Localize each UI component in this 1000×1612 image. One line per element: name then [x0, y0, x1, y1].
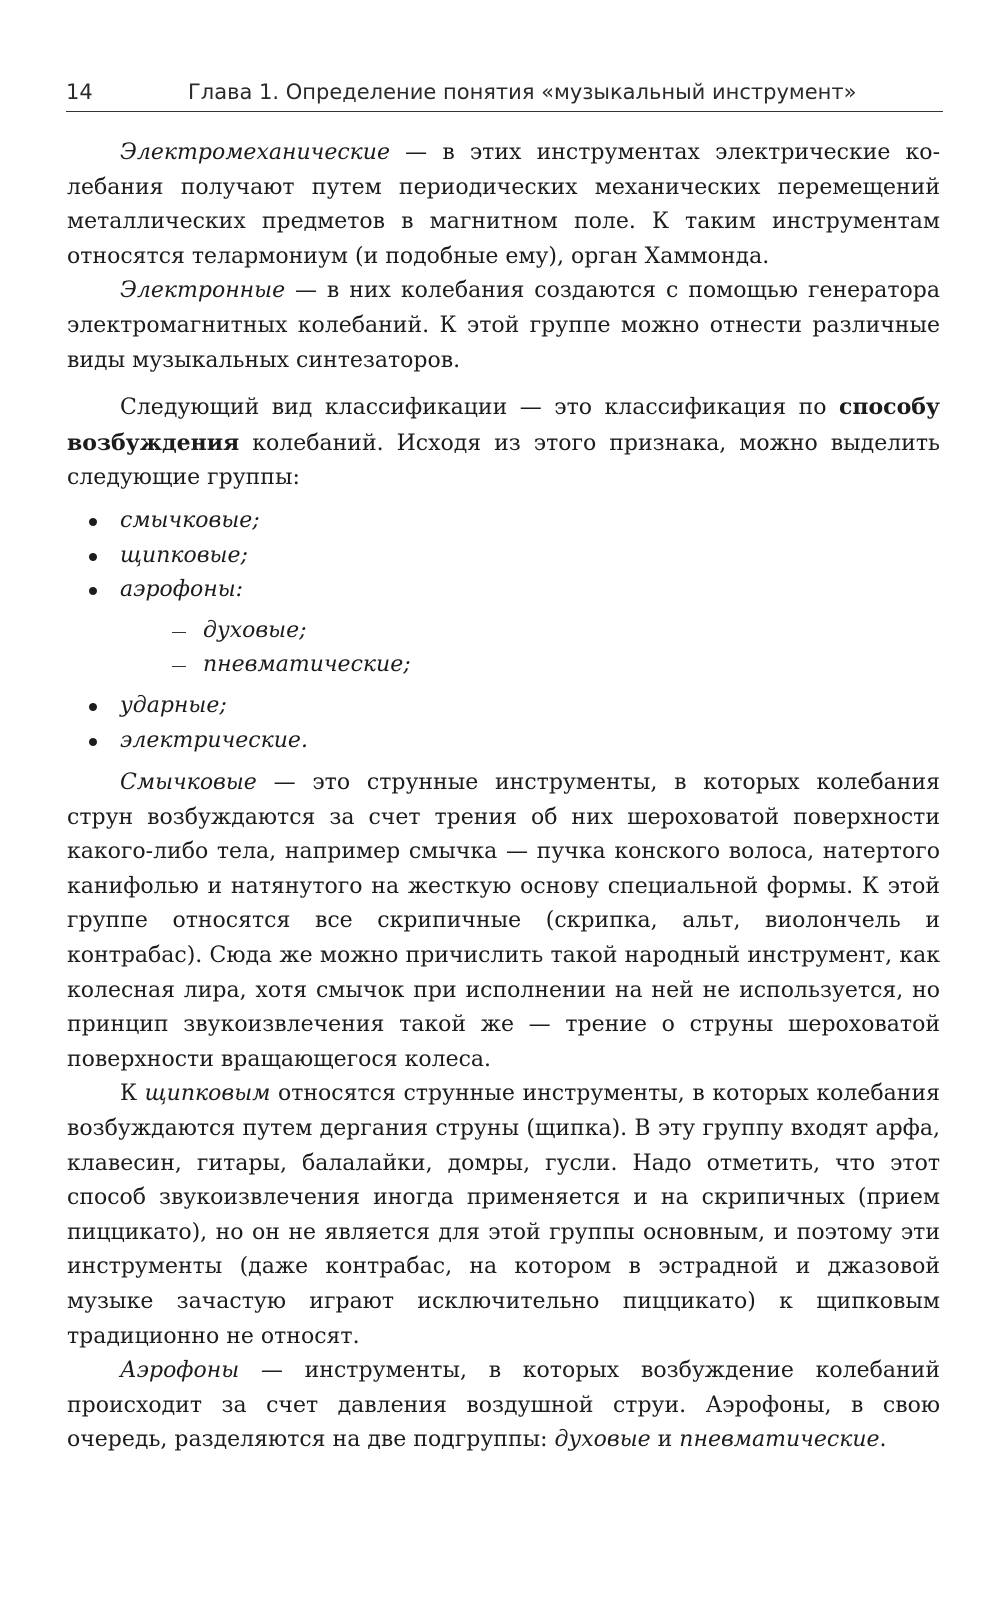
paragraph-plucked [67, 1077, 940, 1354]
paragraph-electronic [67, 274, 940, 378]
list-item-plucked: щипковые; [67, 539, 940, 574]
list-item-label: аэрофоны: [120, 577, 244, 603]
paragraph-electromechanical [67, 136, 940, 274]
paragraph-bowed [67, 766, 940, 1077]
sublist-item-pneumatic: пневматические; [120, 648, 940, 683]
paragraph-text: — инструменты, в которых возбуждение колебаний происходит за счет давления воздушной струи. Аэрофоны, в свою очередь, разделяются на две подгруппы: [67, 1358, 940, 1453]
paragraph-next-classification [67, 390, 940, 496]
conjunction: и [650, 1427, 680, 1453]
list-item-aerophones [67, 573, 940, 683]
list-item-bowed: смычковые; [67, 504, 940, 539]
term-plucked: щипковым [144, 1081, 271, 1107]
term-pneumatic: пневматические [679, 1427, 880, 1453]
term-electromechanical: Электромеханические [120, 140, 390, 165]
sentence-end: . [879, 1427, 887, 1453]
term-wind: духовые [554, 1427, 651, 1453]
list-item-electric: электрические. [67, 724, 940, 759]
paragraph-text: Следующий вид классификации — это классификация по [120, 395, 839, 421]
term-electronic: Электронные [120, 278, 286, 304]
paragraph-text: колебаний. Исходя из этого признака, можно выделить следующие группы: [67, 430, 940, 491]
sublist-item-wind: духовые; [120, 614, 940, 649]
chapter-title: Глава 1. Определение понятия «музыкальный инструмент» [188, 80, 857, 104]
paragraph-prefix: К [120, 1081, 145, 1107]
paragraph-text: — в этих инструментах электрические колебания получают путем периодических механических перемещений металлических предметов в магнитном поле. К таким инструментам относятся телармониум (и подобные ему), орган Хаммонда. [67, 140, 940, 269]
term-aerophones: Аэрофоны [120, 1358, 240, 1384]
excitation-groups-list [67, 504, 940, 758]
header-rule [66, 111, 943, 112]
paragraph-text: — в них колебания создаются с помощью генератора электромагнитных колебаний. К этой группе можно отнести различные виды музыкальных синтезаторов. [67, 278, 940, 373]
paragraph-text: — это струнные инструменты, в которых колебания струн возбуждаются за счет трения об них шероховатой поверхности какого-либо тела, например смычка — пучка конского волоса, натертого канифолью и натянутого на жесткую основу специальной формы. К этой группе относятся все скрипичные (скрипка, альт, виолончель и контрабас). Сюда же можно причислить такой народный инструмент, как колесная лира, хотя смычок при исполнении на ней не используется, но принцип звукоизвлечения такой же — трение о струны шероховатой поверхности вращающегося колеса. [67, 770, 940, 1072]
body-text [67, 136, 940, 1458]
paragraph-aerophones [67, 1354, 940, 1458]
list-item-percussion: ударные; [67, 689, 940, 724]
aerophone-subgroups-list [120, 614, 940, 683]
term-bowed: Смычковые [120, 770, 257, 796]
page-number: 14 [66, 80, 93, 104]
running-header [66, 74, 943, 114]
paragraph-text: относятся струнные инструменты, в которых колебания возбуждаются путем дергания струны (щипка). В эту группу входят арфа, клавесин, гитары, балалайки, домры, гусли. Надо отметить, что этот способ звукоизвлечения иногда применяется и на скрипичных (прием пиццикато), но он не является для этой группы основным, и поэтому эти инструменты (даже контрабас, на котором в эстрадной и джазовой музыке зачастую играют исключительно пиццикато) к щипковым традиционно не относят. [67, 1081, 940, 1349]
bold-term-excitation: способу возбуждения [67, 394, 940, 456]
